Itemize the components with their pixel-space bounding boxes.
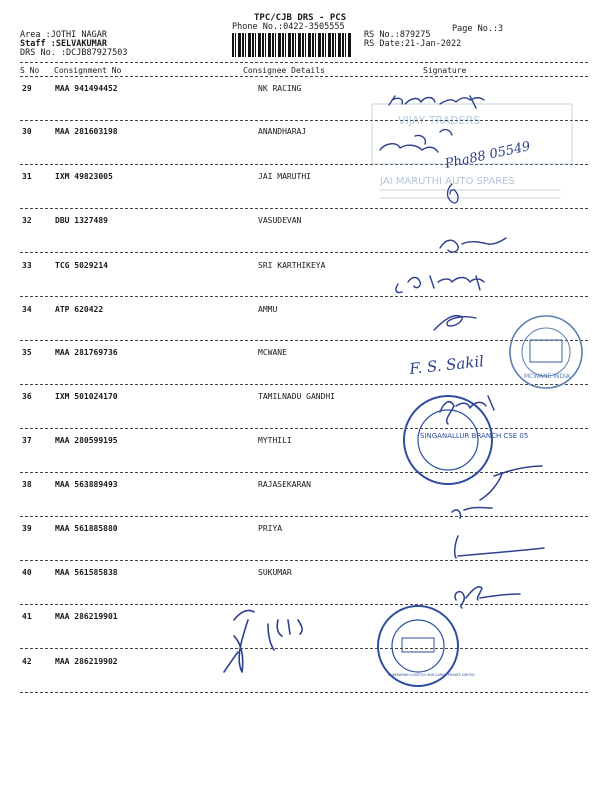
stamp-text: CHAKRAPANI LOGISTICS AND CARGO PRIVATE LIMITED xyxy=(388,673,475,677)
row-sno: 38 xyxy=(22,480,32,489)
stamp-text: VIJAY TRADERS xyxy=(398,114,481,127)
row-consignment-no: IXM 501024170 xyxy=(55,392,118,401)
stamp-text: MCWANE INDIA xyxy=(524,373,571,380)
divider xyxy=(20,164,588,165)
divider xyxy=(20,120,588,121)
row-sno: 39 xyxy=(22,524,32,533)
row-consignment-no: MAA 286219902 xyxy=(55,657,118,666)
row-consignee: SUKUMAR xyxy=(258,568,292,577)
table-row xyxy=(0,567,600,581)
table-row xyxy=(0,347,600,361)
rs-date: RS Date:21-Jan-2022 xyxy=(364,39,462,49)
row-consignment-no: DBU 1327489 xyxy=(55,216,108,225)
stamp-text: JAI MARUTHI AUTO SPARES xyxy=(380,176,515,187)
page-number: Page No.:3 xyxy=(452,24,504,34)
col-header-consignment: Consignment No xyxy=(54,66,122,75)
barcode xyxy=(232,33,352,57)
col-header-consignee: Consignee Details xyxy=(243,66,325,75)
row-sno: 40 xyxy=(22,568,32,577)
row-consignment-no: ATP 620422 xyxy=(55,305,104,314)
table-row xyxy=(0,523,600,537)
row-consignee: TAMILNADU GANDHI xyxy=(258,392,336,401)
row-consignee: MYTHILI xyxy=(258,436,292,445)
row-consignment-no: MAA 561585838 xyxy=(55,568,118,577)
table-row xyxy=(0,611,600,625)
row-consignment-no: IXM 49823005 xyxy=(55,172,113,181)
row-consignee: AMMU xyxy=(258,305,278,314)
row-consignee: NK RACING xyxy=(258,84,302,93)
row-consignment-no: MAA 561885880 xyxy=(55,524,118,533)
staff-label: Staff :SELVAKUMAR xyxy=(20,39,107,49)
row-sno: 36 xyxy=(22,392,32,401)
table-row xyxy=(0,171,600,185)
table-row xyxy=(0,479,600,493)
stamp-text: SINGANALLUR BRANCH CSE 05 xyxy=(420,432,529,440)
sheet-title: TPC/CJB DRS - PCS xyxy=(254,13,347,23)
handwritten-note: F. S. Sakil xyxy=(408,352,485,378)
divider xyxy=(20,560,588,561)
table-row xyxy=(0,435,600,449)
divider xyxy=(20,648,588,649)
divider xyxy=(20,208,588,209)
row-consignment-no: MAA 286219901 xyxy=(55,612,118,621)
row-consignee: VASUDEVAN xyxy=(258,216,302,225)
row-consignee: PRIYA xyxy=(258,524,283,533)
table-row xyxy=(0,656,600,670)
table-row xyxy=(0,215,600,229)
divider xyxy=(20,604,588,605)
area-label: Area :JOTHI NAGAR xyxy=(20,30,107,40)
divider xyxy=(20,252,588,253)
row-consignment-no: TCG 5029214 xyxy=(55,261,108,270)
row-consignee: RAJASEKARAN xyxy=(258,480,311,489)
row-consignment-no: MAA 281769736 xyxy=(55,348,118,357)
phone-number: Phone No.:0422-3505555 xyxy=(232,22,345,32)
row-sno: 41 xyxy=(22,612,32,621)
row-sno: 29 xyxy=(22,84,32,93)
divider xyxy=(20,692,588,693)
row-consignee: SRI KARTHIKEYA xyxy=(258,261,326,270)
row-sno: 37 xyxy=(22,436,32,445)
row-sno: 32 xyxy=(22,216,32,225)
col-header-sno: S No xyxy=(20,66,40,75)
rs-number: RS No.:879275 xyxy=(364,30,431,40)
row-consignment-no: MAA 563889493 xyxy=(55,480,118,489)
table-row xyxy=(0,391,600,405)
row-consignment-no: MAA 941494452 xyxy=(55,84,118,93)
row-consignment-no: MAA 281603198 xyxy=(55,127,118,136)
table-row xyxy=(0,126,600,140)
row-consignee: ANANDHARAJ xyxy=(258,127,307,136)
drs-number: DRS No. :DCJB87927503 xyxy=(20,48,128,58)
handwritten-note: Pha88 05549 xyxy=(443,139,532,172)
row-sno: 30 xyxy=(22,127,32,136)
divider xyxy=(20,76,588,77)
divider xyxy=(20,62,588,63)
divider xyxy=(20,516,588,517)
divider xyxy=(20,472,588,473)
row-sno: 34 xyxy=(22,305,32,314)
row-sno: 42 xyxy=(22,657,32,666)
divider xyxy=(20,296,588,297)
divider xyxy=(20,428,588,429)
col-header-signature: Signature xyxy=(423,66,467,75)
row-sno: 31 xyxy=(22,172,32,181)
table-row xyxy=(0,83,600,97)
row-sno: 35 xyxy=(22,348,32,357)
divider xyxy=(20,384,588,385)
row-consignee: JAI MARUTHI xyxy=(258,172,311,181)
table-row xyxy=(0,260,600,274)
table-row xyxy=(0,304,600,318)
row-consignment-no: MAA 280599195 xyxy=(55,436,118,445)
divider xyxy=(20,340,588,341)
row-consignee: MCWANE xyxy=(258,348,287,357)
row-sno: 33 xyxy=(22,261,32,270)
